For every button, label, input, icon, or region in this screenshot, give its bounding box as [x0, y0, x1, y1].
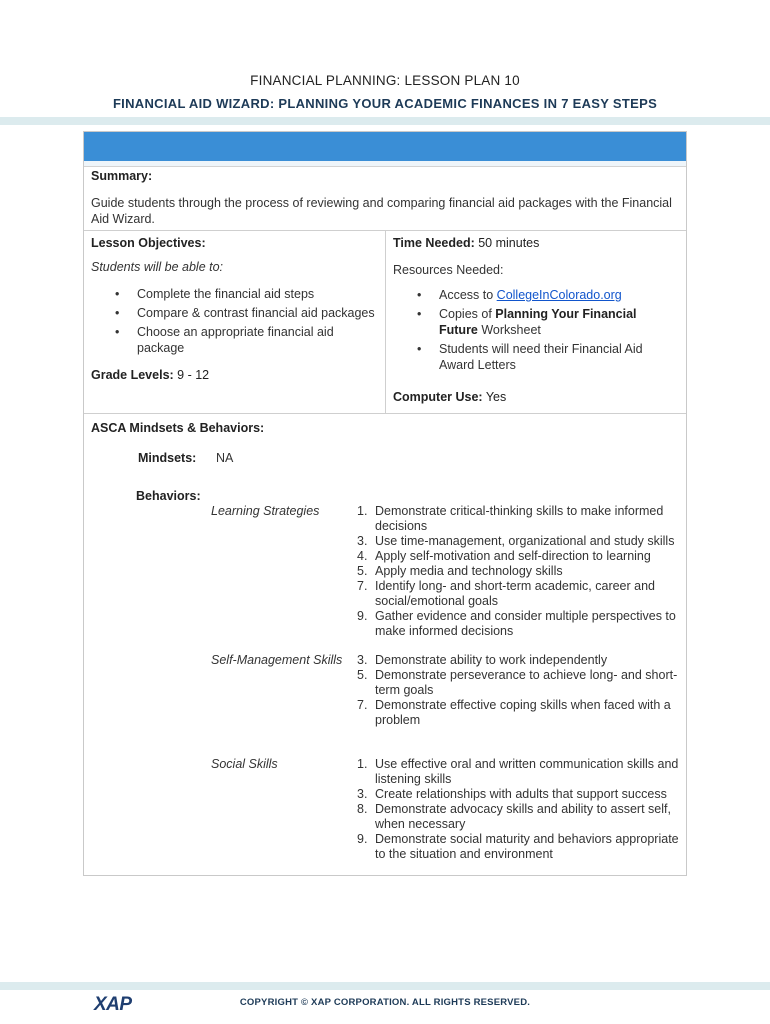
college-in-colorado-link[interactable]: CollegeInColorado.org — [496, 288, 622, 302]
objective-item: • Compare & contrast financial aid packages — [91, 305, 381, 321]
behavior-item — [357, 698, 682, 728]
behavior-item — [357, 609, 682, 639]
resource-item: • Students will need their Financial Aid Award Letters — [393, 341, 678, 373]
time-needed — [393, 236, 678, 250]
item-text: Demonstrate critical-thinking skills to make informed decisions — [375, 504, 664, 533]
item-text: Create relationships with adults that support success — [375, 787, 667, 801]
item-number: 9. — [357, 609, 368, 623]
time-value: 50 minutes — [474, 236, 540, 250]
behavior-item — [357, 787, 682, 802]
item-text: Demonstrate social maturity and behaviors appropriate to the situation and environment — [375, 832, 679, 861]
asca-label: ASCA Mindsets & Behaviors: — [91, 421, 265, 435]
item-number: 3. — [357, 653, 368, 667]
mindsets-value: NA — [216, 451, 234, 465]
item-text: Use effective oral and written communication skills and listening skills — [375, 757, 679, 786]
behavior-items — [357, 653, 682, 728]
item-text: Demonstrate perseverance to achieve long- and short-term goals — [375, 668, 678, 697]
worksheet-title: Planning Your Financial Future — [439, 307, 637, 337]
grade-label: Grade Levels: — [91, 368, 174, 382]
objectives-intro: Students will be able to: — [91, 260, 224, 274]
item-text: Use time-management, organizational and study skills — [375, 534, 675, 548]
objectives-section — [91, 236, 381, 359]
behavior-category: Self-Management Skills — [211, 653, 343, 667]
item-text: Demonstrate effective coping skills when faced with a problem — [375, 698, 671, 727]
summary-text: Guide students through the process of reviewing and comparing financial aid packages with the Financial Aid Wizard. — [91, 196, 672, 226]
item-number: 7. — [357, 579, 368, 593]
grade-levels — [91, 368, 209, 382]
mindsets-label: Mindsets: — [138, 451, 197, 465]
resource-prefix: Access to — [439, 288, 497, 302]
behavior-item — [357, 564, 682, 579]
item-text: Demonstrate ability to work independently — [375, 653, 608, 667]
resource-suffix: Worksheet — [477, 323, 541, 337]
behavior-item — [357, 549, 682, 564]
behavior-item — [357, 534, 682, 549]
column-divider — [385, 230, 386, 413]
item-number: 4. — [357, 549, 368, 563]
objectives-label: Lesson Objectives: — [91, 236, 206, 250]
lesson-plan-title: FINANCIAL PLANNING: LESSON PLAN 10 — [250, 73, 520, 88]
bottom-stripe — [0, 982, 770, 990]
item-number: 9. — [357, 832, 368, 846]
objective-item: • Choose an appropriate financial aid package — [91, 324, 381, 356]
objective-item: • Complete the financial aid steps — [91, 286, 381, 302]
xap-logo-text: XAP — [94, 994, 132, 1015]
lesson-card — [83, 131, 687, 876]
card-header-separator — [84, 161, 686, 167]
item-number: 5. — [357, 564, 368, 578]
behavior-item — [357, 653, 682, 668]
item-text: Apply media and technology skills — [375, 564, 563, 578]
behaviors-label: Behaviors: — [136, 489, 201, 503]
resource-prefix: Copies of — [439, 307, 496, 321]
behavior-item — [357, 832, 682, 862]
behavior-item — [357, 668, 682, 698]
resources-label: Resources Needed: — [393, 263, 504, 277]
behavior-category: Social Skills — [211, 757, 278, 771]
item-number: 1. — [357, 504, 368, 518]
resource-item — [393, 306, 678, 338]
item-number: 3. — [357, 534, 368, 548]
behavior-item — [357, 802, 682, 832]
computer-value: Yes — [482, 390, 507, 404]
resources-list — [393, 287, 678, 373]
behavior-item — [357, 504, 682, 534]
top-stripe — [0, 117, 770, 125]
behavior-items — [357, 504, 682, 639]
behavior-item — [357, 757, 682, 787]
item-number: 5. — [357, 668, 368, 682]
summary-section — [91, 169, 676, 227]
grade-value: 9 - 12 — [173, 368, 210, 382]
item-number: 8. — [357, 802, 368, 816]
item-number: 3. — [357, 787, 368, 801]
item-text: Demonstrate advocacy skills and ability to assert self, when necessary — [375, 802, 671, 831]
behavior-items — [357, 757, 682, 862]
resources-section — [393, 236, 678, 376]
item-text: Gather evidence and consider multiple perspectives to make informed decisions — [375, 609, 676, 638]
time-label: Time Needed: — [393, 236, 475, 250]
divider — [84, 413, 686, 414]
objectives-list — [91, 286, 381, 356]
lesson-plan-subtitle: FINANCIAL AID WIZARD: PLANNING YOUR ACADEMIC FINANCES IN 7 EASY STEPS — [112, 96, 658, 111]
computer-label: Computer Use: — [393, 390, 483, 404]
computer-use — [393, 390, 506, 404]
summary-label: Summary: — [91, 169, 153, 183]
behavior-item — [357, 579, 682, 609]
item-text: Identify long- and short-term academic, career and social/emotional goals — [375, 579, 655, 608]
resource-item — [393, 287, 678, 303]
item-number: 7. — [357, 698, 368, 712]
copyright-notice: COPYRIGHT © XAP CORPORATION. ALL RIGHTS RESERVED. — [239, 997, 531, 1008]
item-number: 1. — [357, 757, 368, 771]
card-header-bar — [84, 132, 686, 161]
item-text: Apply self-motivation and self-direction to learning — [375, 549, 651, 563]
behavior-category: Learning Strategies — [211, 504, 320, 518]
